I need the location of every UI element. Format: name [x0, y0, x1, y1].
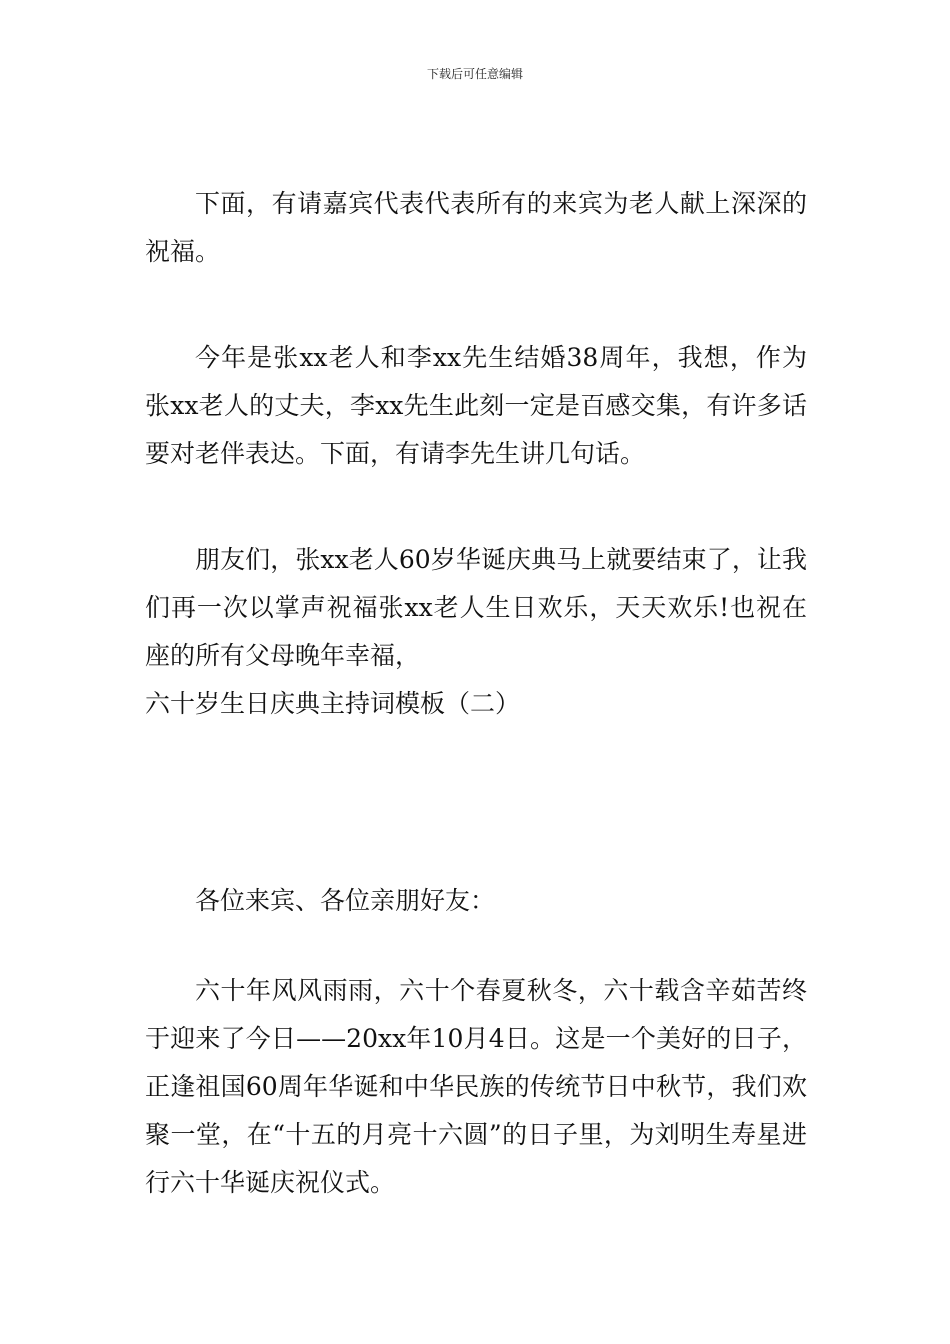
paragraph-anniversary: 今年是张xx老人和李xx先生结婚38周年，我想，作为张xx老人的丈夫，李xx先生此刻一定是百感交集，有许多话要对老伴表达。下面，有请李先生讲几句话。 [145, 343, 807, 468]
document-body [145, 180, 807, 1207]
page-header: 下载后可任意编辑 [426, 67, 523, 81]
paragraph-greeting: 各位来宾、各位亲朋好友： [195, 886, 496, 915]
paragraph-closing: 朋友们，张xx老人60岁华诞庆典马上就要结束了，让我们再一次以掌声祝福张xx老人生日欢乐，天天欢乐!也祝在座的所有父母晚年幸福， [145, 545, 807, 670]
section-title: 六十岁生日庆典主持词模板（二） [145, 689, 521, 718]
paragraph-blessing: 下面，有请嘉宾代表代表所有的来宾为老人献上深深的祝福。 [145, 189, 807, 266]
paragraph-opening: 六十年风风雨雨，六十个春夏秋冬，六十载含辛茹苦终于迎来了今日——20xx年10月4日。这是一个美好的日子，正逢祖国60周年华诞和中华民族的传统节日中秋节，我们欢聚一堂，在“十五的月亮十六圆”的日子里，为刘明生寿星进行六十华诞庆祝仪式。 [145, 976, 807, 1197]
